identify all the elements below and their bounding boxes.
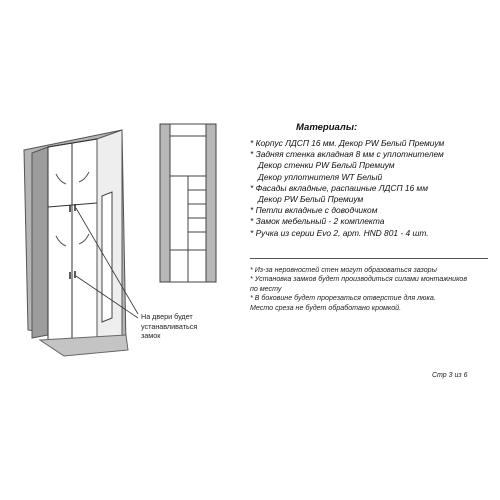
materials-list <box>250 138 490 239</box>
note-line: Место среза не будет обработано кромкой. <box>250 303 402 312</box>
side-hatch-opening <box>102 192 112 322</box>
material-item: * Ручка из серии Evo 2, арт. HND 801 - 4 шт. <box>250 227 429 238</box>
cabinet-elevation-drawing <box>160 124 216 282</box>
callout-line: На двери будет <box>141 312 193 321</box>
callout-line: устанавливаться <box>141 321 198 331</box>
material-item: * Задняя стенка вкладная 8 мм с уплотнителем <box>250 149 444 160</box>
material-item: * Замок мебельный - 2 комплекта <box>250 216 385 227</box>
note-line: по месту <box>250 284 282 293</box>
material-item: Декор стенки PW Белый Премиум <box>258 160 395 171</box>
cabinet-side-shadow <box>32 147 48 338</box>
material-item: Декор PW Белый Премиум <box>258 194 364 205</box>
material-item: Декор уплотнителя WT Белый <box>258 171 383 182</box>
page-number: Стр 3 из 6 <box>432 372 468 379</box>
note-line: * В боковине будет прорезаться отверстие для люка. <box>250 294 436 303</box>
lock-callout <box>141 312 231 341</box>
material-item: * Корпус ЛДСП 16 мм. Декор PW Белый Премиум <box>250 138 445 148</box>
material-item: * Фасады вкладные, распашные ЛДСП 16 мм <box>250 182 428 193</box>
notes-block <box>250 266 495 313</box>
material-item: * Петли вкладные с доводчиком <box>250 205 378 216</box>
materials-title: Материалы: <box>296 122 358 133</box>
note-line: * Из-за неровностей стен могут образоваться зазоры <box>250 266 437 274</box>
elevation-right-panel <box>206 124 216 282</box>
notes-divider <box>250 258 488 259</box>
elevation-left-panel <box>160 124 170 282</box>
callout-line: замок <box>141 331 161 341</box>
cabinet-3d-drawing <box>24 130 128 356</box>
note-line: * Установка замков будет производиться силами монтажников <box>250 275 468 284</box>
